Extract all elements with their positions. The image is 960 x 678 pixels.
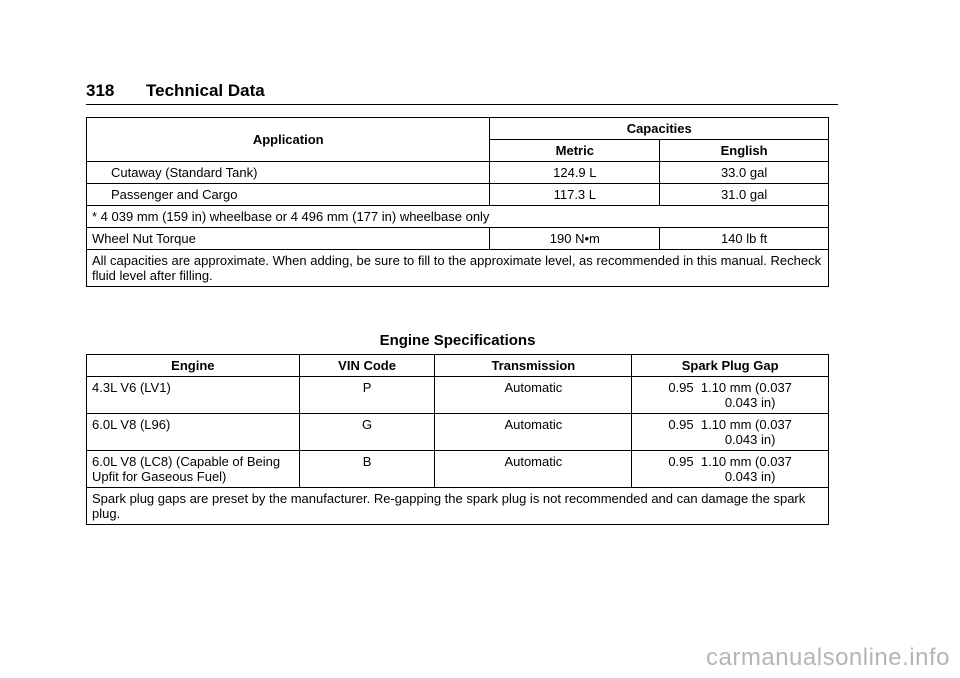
transmission-cell: Automatic bbox=[435, 451, 632, 488]
column-header-metric: Metric bbox=[490, 140, 660, 162]
column-header-application: Application bbox=[87, 118, 490, 162]
column-header-vin-code: VIN Code bbox=[299, 355, 435, 377]
english-value: 31.0 gal bbox=[660, 184, 829, 206]
transmission-cell: Automatic bbox=[435, 414, 632, 451]
metric-value: 124.9 L bbox=[490, 162, 660, 184]
gap-line-2: 0.043 in) bbox=[724, 395, 776, 410]
gap-line-1: 0.95 1.10 mm (0.037 bbox=[668, 417, 792, 432]
page-title: Technical Data bbox=[146, 81, 265, 100]
spark-plug-note: Spark plug gaps are preset by the manufacturer. Re-gapping the spark plug is not recommended and can damage the spark plug. bbox=[87, 488, 829, 525]
table-row bbox=[87, 184, 829, 206]
row-label: Passenger and Cargo bbox=[87, 184, 490, 206]
torque-metric: 190 N•m bbox=[490, 228, 660, 250]
english-value: 33.0 gal bbox=[660, 162, 829, 184]
table-row bbox=[87, 414, 829, 451]
vin-cell: P bbox=[299, 377, 435, 414]
gap-line-2: 0.043 in) bbox=[724, 432, 776, 447]
vin-cell: B bbox=[299, 451, 435, 488]
watermark: carmanualsonline.info bbox=[706, 644, 950, 671]
note-row bbox=[87, 488, 829, 525]
column-header-capacities: Capacities bbox=[490, 118, 829, 140]
gap-line-1: 0.95 1.10 mm (0.037 bbox=[668, 454, 792, 469]
table-row bbox=[87, 162, 829, 184]
gap-line-1: 0.95 1.10 mm (0.037 bbox=[668, 380, 792, 395]
table-row bbox=[87, 228, 829, 250]
row-label: Cutaway (Standard Tank) bbox=[87, 162, 490, 184]
capacities-table bbox=[86, 117, 829, 287]
page-number: 318 bbox=[86, 81, 115, 100]
capacities-note: All capacities are approximate. When adding, be sure to fill to the approximate level, as recommended in this manual. Recheck fluid level after filling. bbox=[87, 250, 829, 287]
spark-plug-gap-cell bbox=[632, 414, 829, 451]
wheelbase-footnote: * 4 039 mm (159 in) wheelbase or 4 496 mm (177 in) wheelbase only bbox=[87, 206, 829, 228]
column-header-engine: Engine bbox=[87, 355, 300, 377]
engine-specifications-table bbox=[86, 354, 829, 525]
transmission-cell: Automatic bbox=[435, 377, 632, 414]
note-row bbox=[87, 250, 829, 287]
torque-english: 140 lb ft bbox=[660, 228, 829, 250]
column-header-spark-plug-gap: Spark Plug Gap bbox=[632, 355, 829, 377]
metric-value: 117.3 L bbox=[490, 184, 660, 206]
column-header-transmission: Transmission bbox=[435, 355, 632, 377]
column-header-english: English bbox=[660, 140, 829, 162]
table-header-row bbox=[87, 355, 829, 377]
page-header bbox=[86, 80, 838, 105]
torque-label: Wheel Nut Torque bbox=[87, 228, 490, 250]
engine-specifications-title: Engine Specifications bbox=[379, 332, 536, 349]
table-header-row bbox=[87, 118, 829, 140]
spark-plug-gap-cell bbox=[632, 451, 829, 488]
footnote-row bbox=[87, 206, 829, 228]
vin-cell: G bbox=[299, 414, 435, 451]
engine-cell: 6.0L V8 (L96) bbox=[87, 414, 300, 451]
spark-plug-gap-cell bbox=[632, 377, 829, 414]
gap-line-2: 0.043 in) bbox=[724, 469, 776, 484]
table-row bbox=[87, 377, 829, 414]
engine-cell: 4.3L V6 (LV1) bbox=[87, 377, 300, 414]
table-row bbox=[87, 451, 829, 488]
engine-cell: 6.0L V8 (LC8) (Capable of Being Upfit for Gaseous Fuel) bbox=[87, 451, 300, 488]
